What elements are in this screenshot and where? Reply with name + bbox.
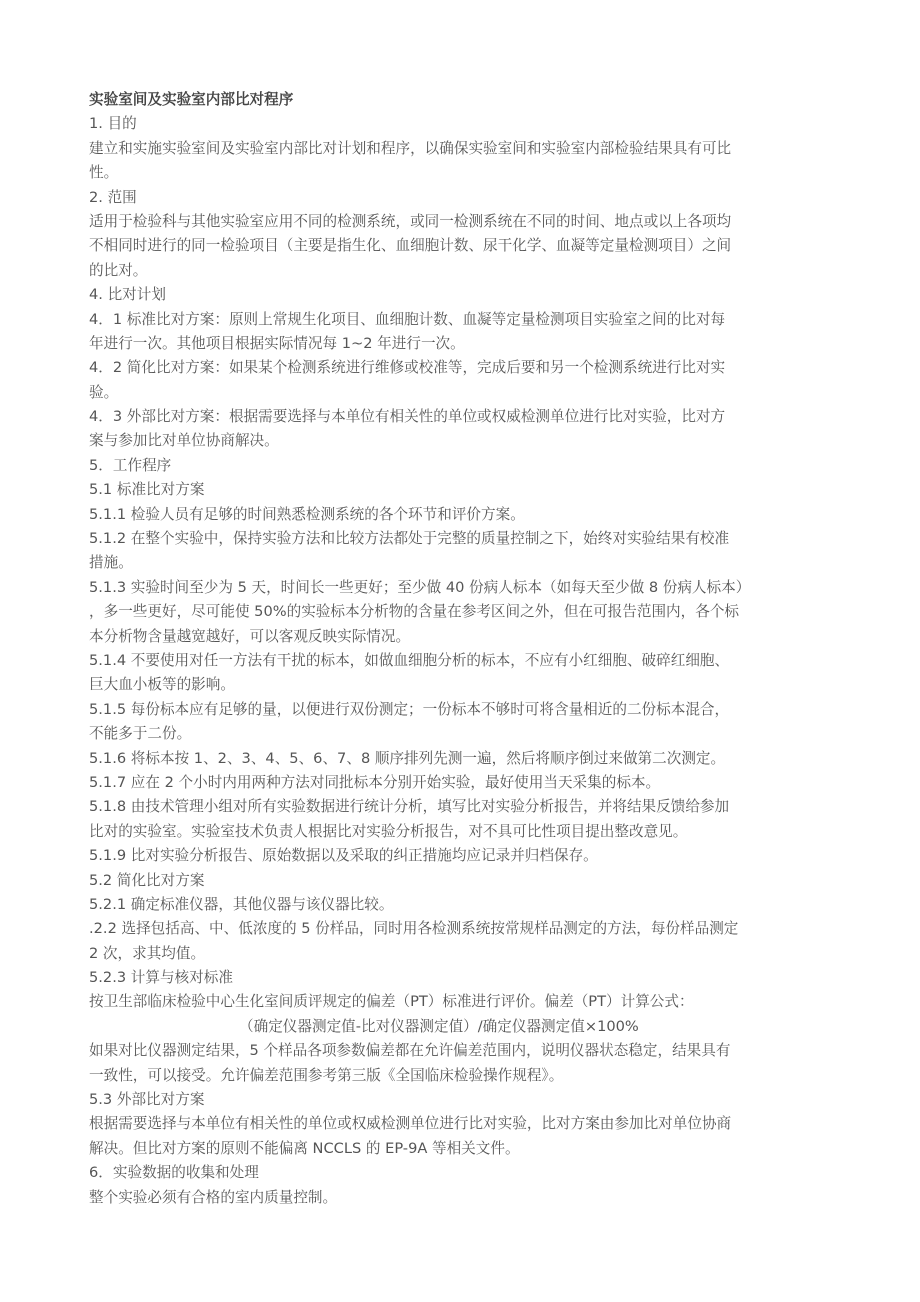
paragraph-line: 5.1.1 检验人员有足够的时间熟悉检测系统的各个环节和评价方案。 (89, 505, 525, 523)
paragraph-line: 验。 (89, 383, 119, 401)
paragraph-line: 适用于检验科与其他实验室应用不同的检测系统，或同一检测系统在不同的时间、地点或以上各项均 (89, 212, 732, 230)
paragraph-line: 4．2 简化比对方案：如果某个检测系统进行维修或校准等，完成后要和另一个检测系统进行比对实 (89, 359, 726, 377)
paragraph-line: 如果对比仪器测定结果，5 个样品各项参数偏差都在允许偏差范围内，说明仪器状态稳定，结果具有 (89, 1042, 731, 1060)
paragraph-line: .2.2 选择包括高、中、低浓度的 5 份样品，同时用各检测系统按常规样品测定的方法，每份样品测定 (89, 920, 739, 938)
paragraph-line: 的比对。 (89, 261, 148, 279)
paragraph-line: 性。 (89, 164, 119, 182)
paragraph-line: 比对的实验室。实验室技术负责人根据比对实验分析报告，对不具可比性项目提出整改意见。 (89, 822, 688, 840)
subsection-heading: 5.3 外部比对方案 (89, 1091, 205, 1109)
paragraph-line: 5.1.7 应在 2 个小时内用两种方法对同批标本分别开始实验，最好使用当天采集的标本。 (89, 773, 661, 791)
paragraph-line: 解决。但比对方案的原则不能偏离 NCCLS 的 EP-9A 等相关文件。 (89, 1139, 520, 1157)
paragraph-line: 按卫生部临床检验中心生化室间质评规定的偏差（PT）标准进行评价。偏差（PT）计算公式： (89, 993, 694, 1011)
subsection-heading: 5.1 标准比对方案 (89, 481, 205, 499)
paragraph-line: 5.1.9 比对实验分析报告、原始数据以及采取的纠正措施均应记录并归档保存。 (89, 847, 598, 865)
document-title: 实验室间及实验室内部比对程序 (89, 91, 294, 108)
section-heading-procedure: 5．工作程序 (89, 456, 172, 474)
deviation-formula: （确定仪器测定值-比对仪器测定值）/确定仪器测定值×100% (239, 1017, 639, 1035)
paragraph-line: 2 次，求其均值。 (89, 944, 206, 962)
subsection-heading: 5.2 简化比对方案 (89, 871, 205, 889)
paragraph-line: ，多一些更好，尽可能使 50%的实验标本分析物的含量在参考区间之外，但在可报告范围内，各个标 (89, 603, 740, 621)
paragraph-line: 年进行一次。其他项目根据实际情况每 1~2 年进行一次。 (89, 334, 465, 352)
paragraph-line: 巨大血小板等的影响。 (89, 676, 235, 694)
section-heading-plan: 4. 比对计划 (89, 286, 166, 304)
paragraph-line: 不相同时进行的同一检验项目（主要是指生化、血细胞计数、尿干化学、血凝等定量检测项目）之间 (89, 237, 732, 255)
paragraph-line: 不能多于二份。 (89, 725, 192, 743)
paragraph-line: 5.1.3 实验时间至少为 5 天，时间长一些更好；至少做 40 份病人标本（如每天至少做 8 份病人标本） (89, 578, 751, 596)
paragraph-line: 措施。 (89, 554, 133, 572)
paragraph-line: 根据需要选择与本单位有相关性的单位或权威检测单位进行比对实验，比对方案由参加比对单位协商 (89, 1115, 732, 1133)
paragraph-line: 一致性，可以接受。允许偏差范围参考第三版《全国临床检验操作规程》。 (89, 1066, 564, 1084)
paragraph-line: 4．3 外部比对方案：根据需要选择与本单位有相关性的单位或权威检测单位进行比对实验，比对方 (89, 408, 726, 426)
paragraph-line: 建立和实施实验室间及实验室内部比对计划和程序，以确保实验室间和实验室内部检验结果具有可比 (89, 139, 732, 157)
paragraph-line: 4．1 标准比对方案：原则上常规生化项目、血细胞计数、血凝等定量检测项目实验室之间的比对每 (89, 310, 726, 328)
paragraph-line: 5.1.6 将标本按 1、2、3、4、5、6、7、8 顺序排列先测一遍，然后将顺序倒过来做第二次测定。 (89, 749, 726, 767)
paragraph-line: 5.1.5 每份标本应有足够的量，以便进行双份测定；一份标本不够时可将含量相近的二份标本混合， (89, 700, 730, 718)
paragraph-line: 5.1.2 在整个实验中，保持实验方法和比较方法都处于完整的质量控制之下，始终对实验结果有校准 (89, 530, 730, 548)
paragraph-line: 5.2.3 计算与核对标准 (89, 969, 233, 987)
section-heading-purpose: 1. 目的 (89, 115, 137, 133)
section-heading-data: 6．实验数据的收集和处理 (89, 1164, 259, 1182)
paragraph-line: 5.1.4 不要使用对任一方法有干扰的标本，如做血细胞分析的标本，不应有小红细胞、破碎红细胞、 (89, 651, 730, 669)
paragraph-line: 本分析物含量越宽越好，可以客观反映实际情况。 (89, 627, 411, 645)
section-heading-scope: 2. 范围 (89, 188, 137, 206)
paragraph-line: 整个实验必须有合格的室内质量控制。 (89, 1188, 338, 1206)
paragraph-line: 5.1.8 由技术管理小组对所有实验数据进行统计分析，填写比对实验分析报告，并将结果反馈给参加 (89, 798, 730, 816)
paragraph-line: 5.2.1 确定标准仪器，其他仪器与该仪器比较。 (89, 895, 394, 913)
paragraph-line: 案与参加比对单位协商解决。 (89, 432, 279, 450)
document-page (89, 88, 837, 1210)
